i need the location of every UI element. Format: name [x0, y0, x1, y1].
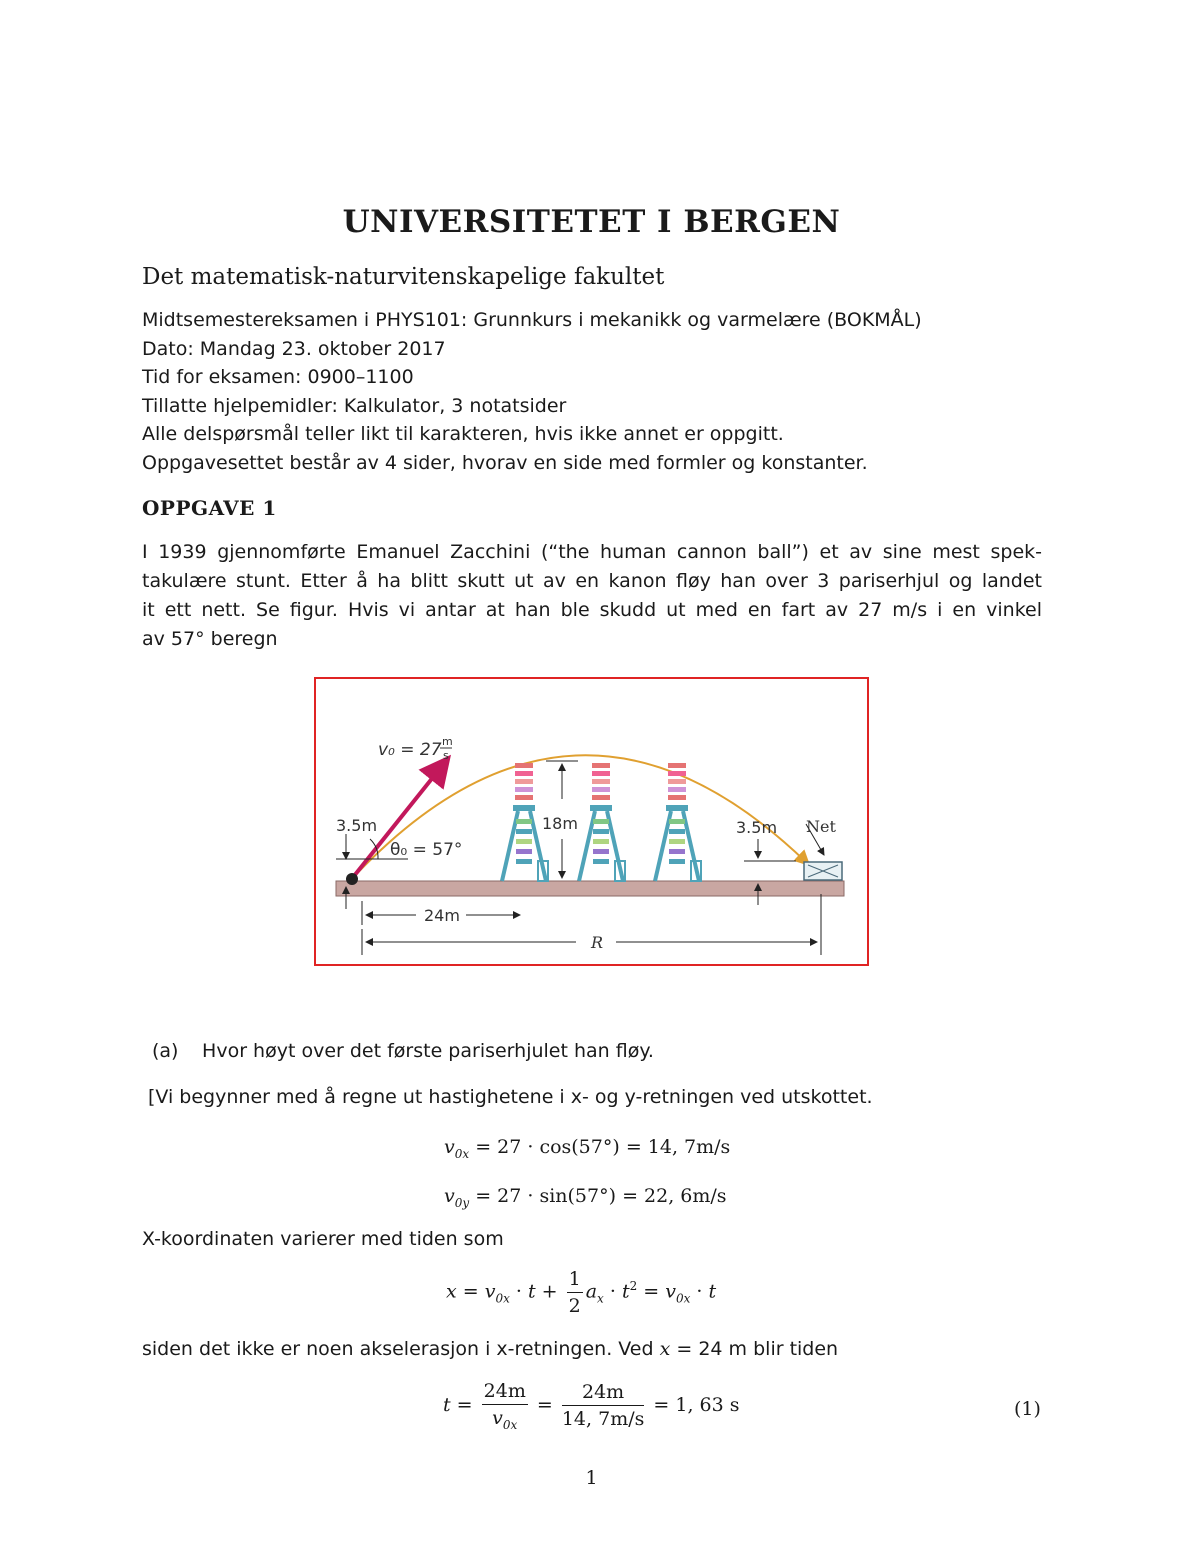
exam-info-line: Dato: Mandag 23. oktober 2017	[142, 337, 446, 360]
question-label: (a)	[152, 1040, 179, 1062]
label-v0-unit-den: s	[443, 749, 449, 762]
equation-x: $x = v_{0x} \cdot t$ + $\frac{1}{2}$ $a_x \cdot t^2 = v_{0x} \cdot t$	[446, 1268, 717, 1317]
ground	[336, 881, 844, 896]
label-right-height: 3.5m	[736, 818, 778, 837]
equation-v0x: $v_{0x} = 27 \cdot \cos(57^\circ) = 14$, 7m/s	[444, 1136, 731, 1161]
equation-t-result: = 1, 63 s	[653, 1393, 740, 1416]
equation-t: t = $\frac{24m}{v_{0x}}$ = $\frac{24m}{14, 7m/s}$ = 1, 63 s	[443, 1380, 740, 1432]
equation-v0y-rhs: = 27 · sin(57°) = 22, 6m/s	[475, 1185, 727, 1207]
solution-intro: [Vi begynner med å regne ut hastighetene i x- og y-retningen ved utskottet.	[148, 1086, 873, 1108]
problem-line: takulære stunt. Etter å ha blitt skutt ut av en kanon fløy han over 3 pariserhjul og landet	[142, 570, 1042, 592]
label-left-height: 3.5m	[336, 816, 378, 835]
problem-text	[142, 538, 1042, 654]
label-angle: θ₀ = 57°	[390, 840, 463, 860]
cannon	[346, 873, 358, 885]
label-v0: v₀ = 27	[378, 740, 442, 760]
exam-info-line: Tillatte hjelpemidler: Kalkulator, 3 notatsider	[142, 394, 567, 417]
page-number: 1	[585, 1467, 598, 1489]
ferris-wheel-2	[579, 763, 625, 881]
solution-text-after-value: = 24 m blir tiden	[676, 1338, 839, 1360]
frac-num: 24m	[562, 1381, 645, 1406]
frac-num: 24m	[482, 1380, 528, 1405]
frac-den: 14, 7m/s	[561, 1408, 645, 1431]
problem-figure	[314, 677, 869, 966]
solution-text-after: siden det ikke er noen akselerasjon i x-retningen. Ved x = 24 m blir tiden	[142, 1338, 839, 1360]
label-net: Net	[806, 817, 836, 836]
exam-info-line: Oppgavesettet består av 4 sider, hvorav en side med formler og konstanter.	[142, 451, 868, 474]
question-text: Hvor høyt over det første pariserhjulet han fløy.	[202, 1040, 654, 1062]
solution-text-after-part: siden det ikke er noen akselerasjon i x-retningen. Ved	[142, 1338, 654, 1360]
solution-text-x: X-koordinaten varierer med tiden som	[142, 1228, 504, 1250]
problem-heading: OPPGAVE 1	[142, 496, 277, 520]
exam-info	[142, 306, 922, 478]
figure-diagram	[316, 679, 867, 964]
label-v0-unit-num: m	[442, 735, 453, 748]
equation-v0y: $v_{0y} = 27 \cdot \sin(57^\circ) = 22$, 6m/s	[444, 1185, 727, 1210]
label-range: R	[591, 933, 604, 952]
exam-info-line: Tid for eksamen: 0900–1100	[142, 366, 414, 389]
faculty-name: Det matematisk-naturvitenskapelige fakultet	[142, 264, 665, 290]
problem-line: it ett nett. Se figur. Hvis vi antar at han ble skudd ut med en fart av 27 m/s i en vinkel	[142, 599, 1042, 621]
equation-v0x-rhs: = 27 · cos(57°) = 14, 7m/s	[475, 1136, 731, 1158]
page-title: UNIVERSITETET I BERGEN	[342, 204, 841, 240]
exam-info-line: Midtsemestereksamen i PHYS101: Grunnkurs i mekanikk og varmelære (BOKMÅL)	[142, 309, 922, 331]
net	[804, 862, 842, 880]
exam-info-line: Alle delspørsmål teller likt til karakteren, hvis ikke annet er oppgitt.	[142, 423, 784, 446]
question-a	[152, 1040, 654, 1062]
problem-line: av 57° beregn	[142, 628, 278, 650]
label-wheel-height: 18m	[542, 814, 578, 833]
equation-number: (1)	[1014, 1398, 1041, 1420]
problem-line: I 1939 gjennomførte Emanuel Zacchini (“the human cannon ball”) et av sine mest spek-	[142, 541, 1042, 563]
label-distance: 24m	[424, 906, 460, 925]
